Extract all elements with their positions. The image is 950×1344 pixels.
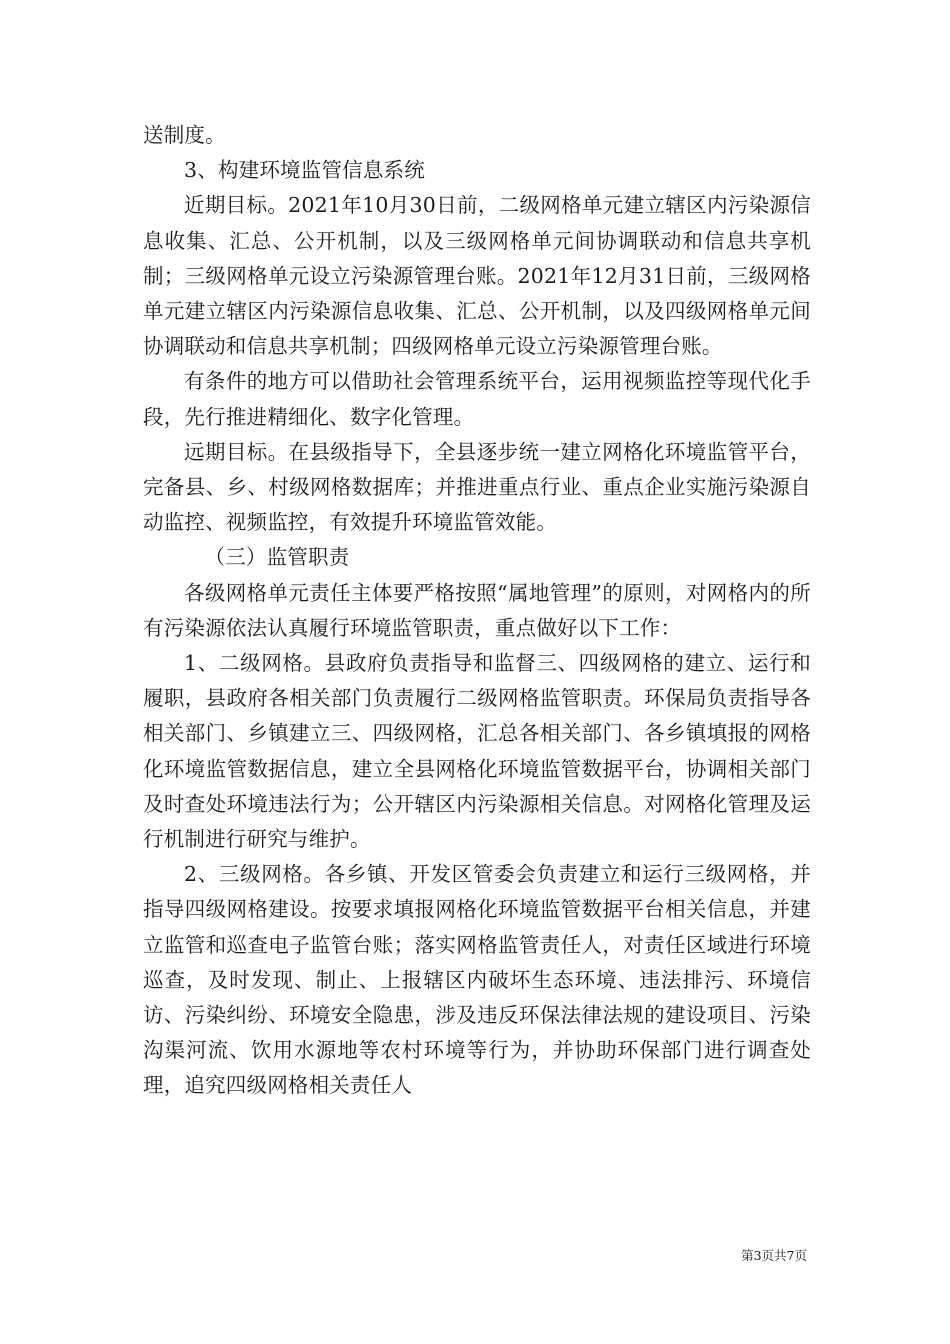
- paragraph-level-three-grid: 2、三级网格。各乡镇、开发区管委会负责建立和运行三级网格，并指导四级网格建设。按要求填报网格化环境监管数据平台相关信息，并建立监管和巡查电子监管台账；落实网格监管责任人，对责任区域进行环境巡查，及时发现、制止、上报辖区内破坏生态环境、违法排污、环境信访、污染纠纷、环境安全隐患，涉及违反环保法律法规的建设项目、污染沟渠河流、饮用水源地等农村环境等行为，并协助环保部门进行调查处理，追究四级网格相关责任人: [143, 862, 811, 1098]
- paragraph-duty-intro: 各级网格单元责任主体要严格按照“属地管理”的原则，对网格内的所有污染源依法认真履行环境监管职责，重点做好以下工作：: [143, 580, 811, 640]
- paragraph-level-two-grid: 1、二级网格。县政府负责指导和监督三、四级网格的建立、运行和履职，县政府各相关部门负责履行二级网格监管职责。环保局负责指导各相关部门、乡镇建立三、四级网格，汇总各相关部门、各乡镇填报的网格化环境监管数据信息，建立全县网格化环境监管数据平台，协调相关部门及时查处环境违法行为；公开辖区内污染源相关信息。对网格化管理及运行机制进行研究与维护。: [143, 651, 811, 852]
- paragraph-long-term-goal: 远期目标。在县级指导下，全县逐步统一建立网格化环境监管平台，完备县、乡、村级网格数据库；并推进重点行业、重点企业实施污染源自动监控、视频监控，有效提升环境监管效能。: [143, 439, 811, 535]
- page-number-footer: 第3页共7页: [741, 1248, 807, 1263]
- paragraph-video-monitoring: 有条件的地方可以借助社会管理系统平台，运用视频监控等现代化手段，先行推进精细化、数字化管理。: [143, 369, 811, 429]
- subheading-supervision-duties: （三）监管职责: [204, 545, 350, 570]
- paragraph-near-term-goal: 近期目标。2021年10月30日前，二级网格单元建立辖区内污染源信息收集、汇总、公开机制，以及三级网格单元间协调联动和信息共享机制；三级网格单元设立污染源管理台账。2021年12月31日前，三级网格单元建立辖区内污染源信息收集、汇总、公开机制，以及四级网格单元间协调联动和信息共享机制；四级网格单元设立污染源管理台账。: [143, 193, 811, 359]
- section-heading-3: 3、构建环境监管信息系统: [184, 158, 425, 183]
- document-body: [143, 118, 811, 1104]
- paragraph-continuation: 送制度。: [143, 123, 226, 147]
